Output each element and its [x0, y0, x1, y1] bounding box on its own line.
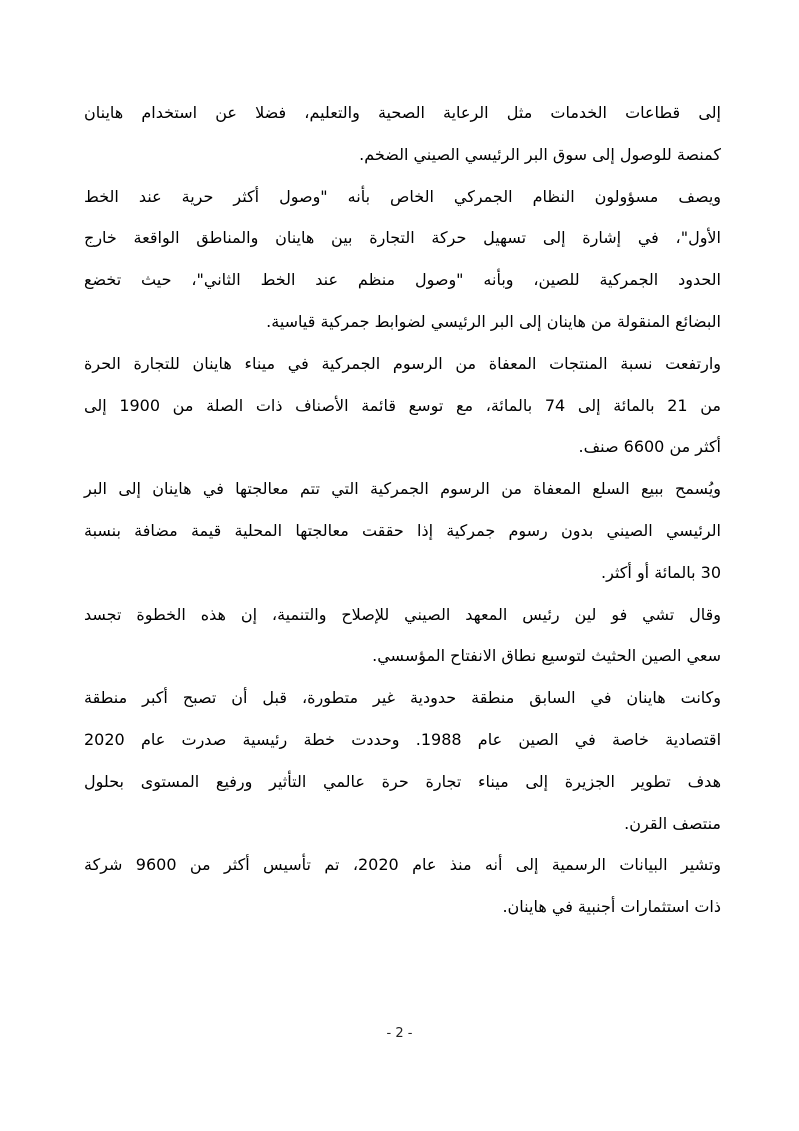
text-line: وتشير البيانات الرسمية إلى أنه منذ عام 2020، تم تأسيس أكثر من 9600 شركة: [84, 855, 722, 875]
text-line: الرئيسي الصيني بدون رسوم جمركية إذا حققت معالجتها المحلية قيمة مضافة بنسبة: [84, 520, 721, 540]
text-line: أكثر من 6600 صنف.: [578, 437, 721, 457]
paragraph: [84, 92, 721, 176]
text-line: وكانت هاينان في السابق منطقة حدودية غير متطورة، قبل أن تصبح أكبر منطقة: [84, 688, 721, 708]
text-line: الحدود الجمركية للصين، وبأنه "وصول منظم عند الخط الثاني"، حيث تخضع: [84, 270, 721, 290]
text-line: اقتصادية خاصة في الصين عام 1988. وحددت خطة رئيسية صدرت عام 2020: [84, 729, 722, 749]
text-line: ذات استثمارات أجنبية في هاينان.: [502, 897, 721, 917]
text-line: إلى قطاعات الخدمات مثل الرعاية الصحية والتعليم، فضلا عن استخدام هاينان: [84, 103, 721, 122]
text-line: من 21 بالمائة إلى 74 بالمائة، مع توسع قائمة الأصناف ذات الصلة من 1900 إلى: [84, 395, 721, 415]
text-line: وقال تشي فو لين رئيس المعهد الصيني للإصلاح والتنمية، إن هذه الخطوة تجسد: [84, 604, 721, 624]
page-number: - 2 -: [386, 1026, 413, 1041]
paragraph: [84, 176, 721, 343]
text-line: البضائع المنقولة من هاينان إلى البر الرئيسي لضوابط جمركية قياسية.: [266, 311, 721, 331]
paragraph: [84, 677, 721, 844]
text-line: سعي الصين الحثيث لتوسيع نطاق الانفتاح المؤسسي.: [372, 646, 721, 666]
paragraph: [84, 343, 721, 468]
text-line: منتصف القرن.: [624, 813, 721, 833]
text-line: كمنصة للوصول إلى سوق البر الرئيسي الصيني الضخم.: [359, 144, 721, 164]
paragraph: [84, 844, 721, 928]
paragraph: [84, 468, 721, 593]
text-line: وارتفعت نسبة المنتجات المعفاة من الرسوم الجمركية في ميناء هاينان للتجارة الحرة: [84, 353, 721, 373]
text-line: هدف تطوير الجزيرة إلى ميناء تجارة حرة عالمي التأثير ورفيع المستوى بحلول: [84, 771, 721, 791]
text-line: ويصف مسؤولون النظام الجمركي الخاص بأنه "وصول أكثر حرية عند الخط: [84, 186, 721, 206]
text-line: 30 بالمائة أو أكثر.: [601, 562, 721, 582]
paragraph: [84, 594, 721, 678]
text-line: ويُسمح ببيع السلع المعفاة من الرسوم الجمركية التي تتم معالجتها في هاينان إلى البر: [84, 479, 721, 499]
document-body: [84, 92, 721, 928]
text-line: الأول"، في إشارة إلى تسهيل حركة التجارة بين هاينان والمناطق الواقعة خارج: [84, 228, 721, 248]
